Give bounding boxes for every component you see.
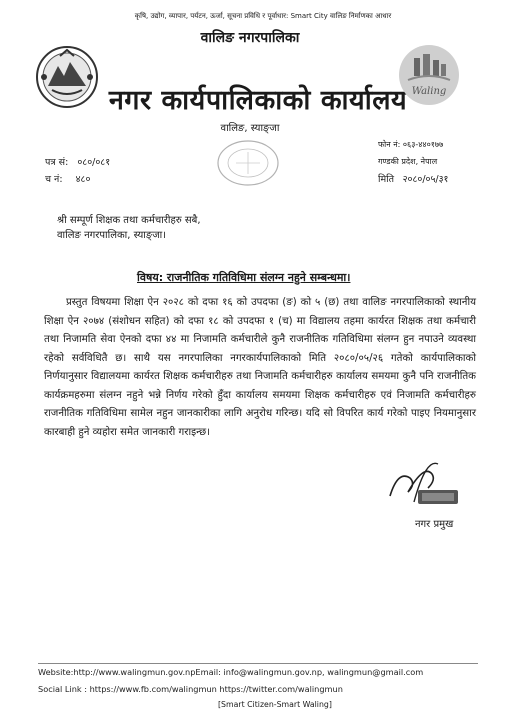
office-title: नगर कार्यपालिकाको कार्यालय <box>108 85 408 116</box>
footer-slogan: [Smart Citizen-Smart Waling] <box>218 700 332 709</box>
footer-divider <box>38 663 478 664</box>
waling-logo-icon <box>398 44 460 106</box>
municipality-name: वालिङ नगरपालिका <box>200 30 300 46</box>
letter-date <box>378 172 449 185</box>
province: गण्डकी प्रदेश, नेपाल <box>378 157 438 166</box>
date-value: २०८०/०५/३१ <box>402 174 449 185</box>
letter-number <box>45 155 110 168</box>
date-label: मिति <box>378 174 395 185</box>
letter-body: प्रस्तुत विषयमा शिक्षा ऐन २०२८ को दफा १६ को उपदफा (ङ) को ५ (छ) तथा वालिङ नगरपालिकाको स्थानीय शिक्षा ऐन २०७४ (संशोधन सहित) को दफा १८ को उपदफा १ (च) मा विद्यालय तहमा कार्यरत शिक्षक तथा कर्मचारी तथा निजामति सेवा ऐनको दफा ४४ मा निजामति कर्मचारीले कुनै राजनीतिक गतिविधिमा संलग्न हुन नपाउने व्यवस्था रहेको सर्वविधितै छ। साथै यस नगरपालिका नगरकार्यपालिकाको मिति २०८०/०५/२६ गतेको कार्यपालिकाको निर्णयानुसार विद्यालयमा कार्यरत शिक्षक कर्मचारीहरु तथा निजामति कर्मचारीहरु कार्यालय समयमा कुनै पनि राजनीतिक कार्यक्रमहरुमा संलग्न नहुने भन्ने निर्णय गरेको हुँदा कार्यालय समयमा शिक्षक कर्मचारीहरु एवं निजामति कर्मचारीहरु राजनीतिक गतिविधिमा सामेल नहुन जानकारीका लागि अनुरोध गरिन्छ। यदि सो विपरित कार्य गरेको पाइए नियमानुसार कारबाही हुने व्यहोरा समेत जानकारी गराइन्छ। <box>44 297 476 438</box>
footer-social-links: Social Link : https://www.fb.com/walingmun https://twitter.com/walingmun <box>38 684 343 694</box>
letter-number-label: पत्र सं: <box>45 157 69 168</box>
dispatch-number-label: च नं: <box>45 174 63 185</box>
dispatch-number-value: ४८० <box>75 174 91 185</box>
letter-number-value: ०८०/०८१ <box>77 157 111 168</box>
office-stamp-icon <box>212 138 284 188</box>
logo-caption: Waling <box>411 86 447 97</box>
footer-website-email: Website:http://www.walingmun.gov.npEmail: info@walingmun.gov.np, walingmun@gmail.com <box>38 667 424 677</box>
waling-logo <box>398 44 460 106</box>
phone-number: फोन नं: ०६३-४४०१७७ <box>378 140 444 149</box>
office-location: वालिङ, स्याङ्जा <box>220 123 280 134</box>
header-tagline: कृषि, उद्योग, व्यापार, पर्यटन, ऊर्जा, सूचना प्रविधि र पूर्वाधार: Smart City वालिङ निर्माणका आधार <box>134 12 392 20</box>
dispatch-number <box>45 172 90 185</box>
nepal-emblem-icon <box>34 44 100 110</box>
signatory-title: नगर प्रमुख <box>415 519 454 530</box>
recipient-line-2: वालिङ नगरपालिका, स्याङ्जा। <box>57 230 167 241</box>
letter-subject: विषय: राजनीतिक गतिविधिमा संलग्न नहुने सम्बन्धमा। <box>137 271 351 284</box>
signature-icon <box>380 452 466 514</box>
recipient-line-1: श्री सम्पूर्ण शिक्षक तथा कर्मचारीहरु सबै, <box>57 215 201 226</box>
